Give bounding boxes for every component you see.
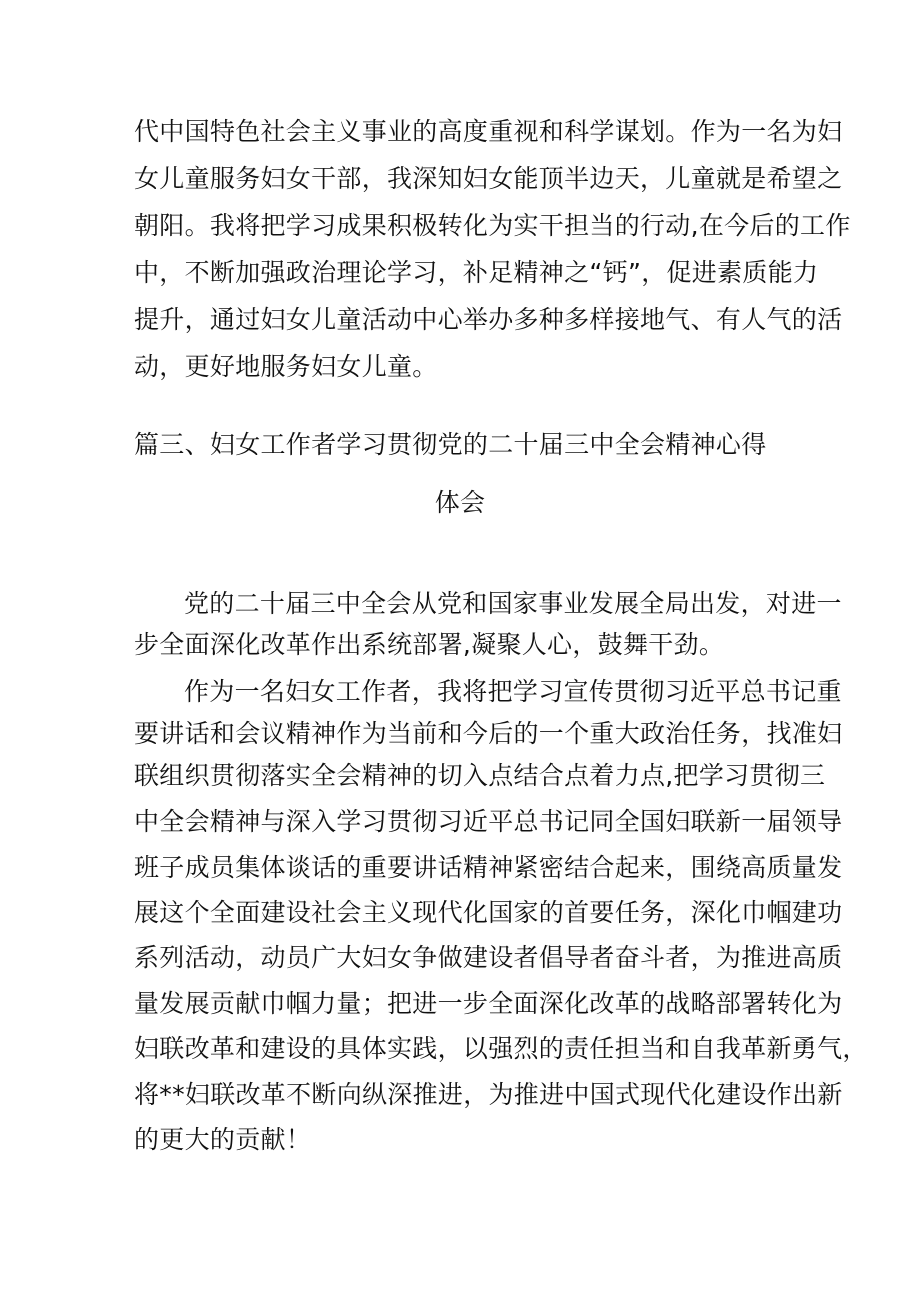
body-text-line: 提升，通过妇女儿童活动中心举办多种多样接地气、有人气的活 xyxy=(134,305,843,334)
body-text-line: 朝阳。我将把学习成果积极转化为实干担当的行动,在今后的工作 xyxy=(134,211,851,240)
body-text-line: 步全面深化改革作出系统部署,凝聚人心，鼓舞干劲。 xyxy=(134,630,725,659)
body-text-line: 要讲话和会议精神作为当前和今后的一个重大政治任务，找准妇 xyxy=(134,719,843,748)
body-text-line: 代中国特色社会主义事业的高度重视和科学谋划。作为一名为妇 xyxy=(134,117,843,146)
section-title: 篇三、妇女工作者学习贯彻党的二十届三中全会精神心得 xyxy=(134,430,767,459)
body-text-line: 中，不断加强政治理论学习，补足精神之“钙”，促进素质能力 xyxy=(134,258,819,287)
body-text-line: 中全会精神与深入学习贯彻习近平总书记同全国妇联新一届领导 xyxy=(134,807,843,836)
body-text-line: 女儿童服务妇女干部，我深知妇女能顶半边天，儿童就是希望之 xyxy=(134,164,843,193)
body-text-line: 量发展贡献巾帼力量；把进一步全面深化改革的战略部署转化为 xyxy=(134,989,843,1018)
body-text-line: 妇联改革和建设的具体实践，以强烈的责任担当和自我革新勇气， xyxy=(134,1034,868,1063)
body-text-line: 展这个全面建设社会主义现代化国家的首要任务，深化巾帼建功 xyxy=(134,898,843,927)
body-text-line: 将**妇联改革不断向纵深推进，为推进中国式现代化建设作出新 xyxy=(134,1080,843,1109)
body-text-line: 班子成员集体谈话的重要讲话精神紧密结合起来，围绕高质量发 xyxy=(134,853,843,882)
body-text-line: 系列活动，动员广大妇女争做建设者倡导者奋斗者，为推进高质 xyxy=(134,943,843,972)
body-text-line: 动，更好地服务妇女儿童。 xyxy=(134,352,438,381)
body-text-line: 党的二十届三中全会从党和国家事业发展全局出发，对进一 xyxy=(184,589,842,618)
body-text-line: 联组织贯彻落实全会精神的切入点结合点着力点,把学习贯彻三 xyxy=(134,761,826,790)
section-title-continuation: 体会 xyxy=(434,488,486,517)
body-text-line: 作为一名妇女工作者，我将把学习宣传贯彻习近平总书记重 xyxy=(184,677,842,706)
body-text-line: 的更大的贡献！ xyxy=(134,1125,312,1154)
